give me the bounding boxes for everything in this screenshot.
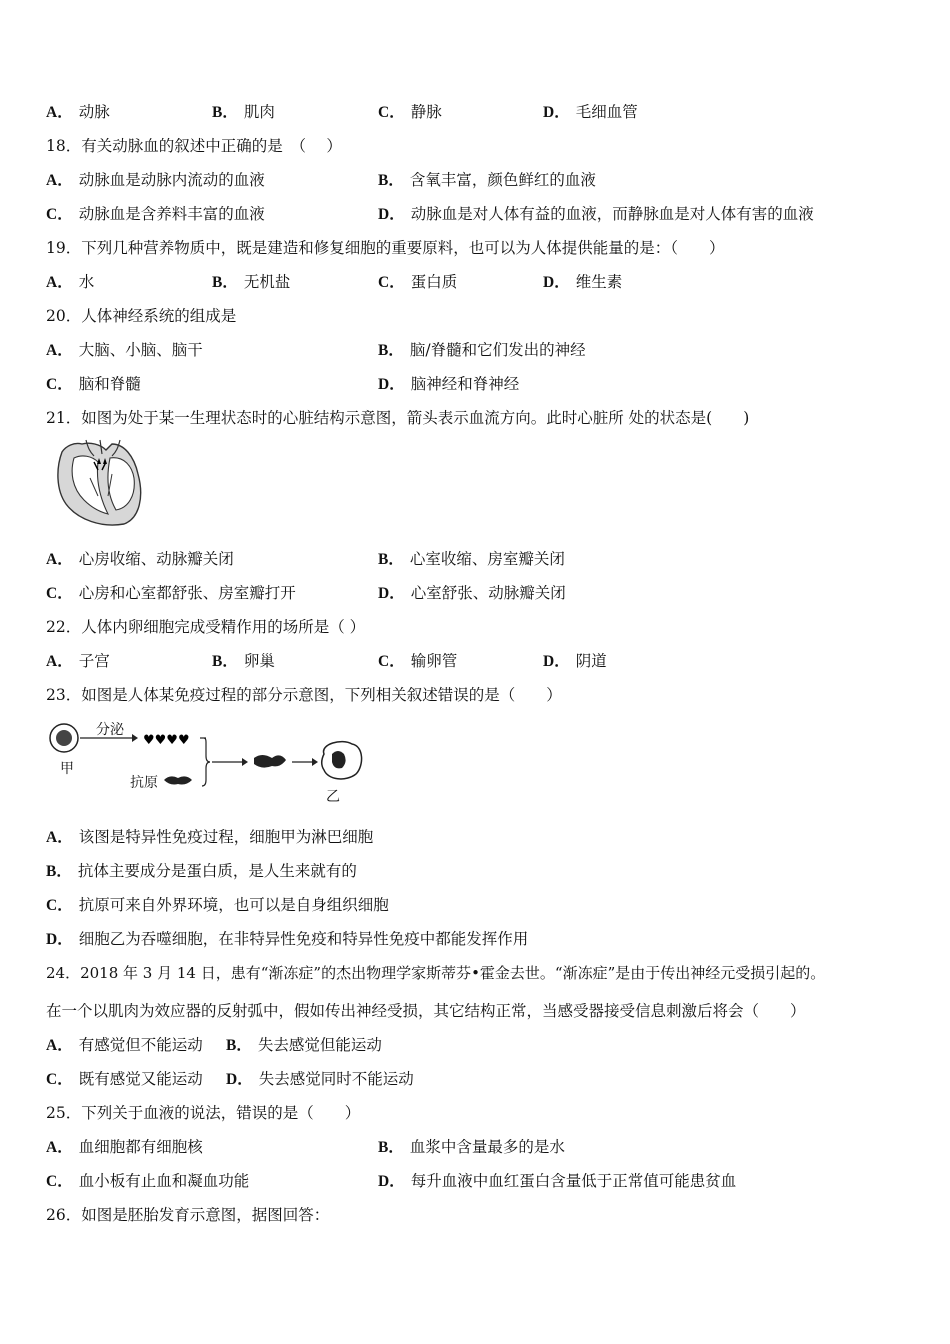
option-b: B． 失去感觉但能运动 [226, 1036, 382, 1054]
immune-process-diagram [46, 716, 366, 808]
question-26-stem: 26．如图是胚胎发育示意图，据图回答： [46, 1206, 330, 1224]
question-19-stem: 19．下列几种营养物质中，既是建造和修复细胞的重要原料，也可以为人体提供能量的是：（ ） [46, 239, 725, 257]
option-a: A． 动脉血是动脉内流动的血液 [46, 171, 265, 189]
option-b: B． 心室收缩、房室瓣关闭 [378, 550, 565, 568]
option-c: C． 抗原可来自外界环境，也可以是自身组织细胞 [46, 896, 389, 914]
option-c: C． 血小板有止血和凝血功能 [46, 1172, 250, 1190]
question-18-stem: 18．有关动脉血的叙述中正确的是 （ ） [46, 137, 342, 155]
heart-diagram [50, 438, 146, 530]
option-d: D． 每升血液中血红蛋白含量低于正常值可能患贫血 [378, 1172, 737, 1190]
option-c: C． 输卵管 [378, 652, 458, 670]
option-a: A． 心房收缩、动脉瓣关闭 [46, 550, 234, 568]
option-d: D． 心室舒张、动脉瓣关闭 [378, 584, 566, 602]
option-a: A． 有感觉但不能运动 [46, 1036, 203, 1054]
option-b: B． 脑/脊髓和它们发出的神经 [378, 341, 586, 359]
question-22-stem: 22．人体内卵细胞完成受精作用的场所是（ ） [46, 618, 366, 636]
option-b: B． 肌肉 [212, 103, 275, 121]
option-c: C． 既有感觉又能运动 [46, 1070, 203, 1088]
option-b: B． 抗体主要成分是蛋白质，是人生来就有的 [46, 862, 357, 880]
question-21-stem: 21．如图为处于某一生理状态时的心脏结构示意图，箭头表示血流方向。此时心脏所 处的状态是( ) [46, 409, 750, 427]
option-a: A． 该图是特异性免疫过程，细胞甲为淋巴细胞 [46, 828, 374, 846]
option-d: D． 失去感觉同时不能运动 [226, 1070, 414, 1088]
label-fenmi: 分泌 [96, 722, 124, 738]
question-24-stem-line2: 在一个以肌肉为效应器的反射弧中，假如传出神经受损，其它结构正常，当感受器接受信息刺激后将会（ ） [46, 1002, 806, 1020]
option-d: D． 动脉血是对人体有益的血液，而静脉血是对人体有害的血液 [378, 205, 814, 223]
option-d: D． 脑神经和脊神经 [378, 375, 520, 393]
question-24-stem-line1: 24．2018 年 3 月 14 日，患有“渐冻症”的杰出物理学家斯蒂芬•霍金去世。“渐冻症”是由于传出神经元受损引起的。 [46, 964, 826, 982]
option-c: C． 静脉 [378, 103, 442, 121]
option-a: A． 动脉 [46, 103, 110, 121]
option-c: C． 动脉血是含养料丰富的血液 [46, 205, 265, 223]
option-d: D． 毛细血管 [543, 103, 638, 121]
option-c: C． 心房和心室都舒张、房室瓣打开 [46, 584, 296, 602]
label-yi: 乙 [326, 789, 340, 805]
svg-text:♥♥♥♥: ♥♥♥♥ [143, 733, 190, 748]
option-a: A． 血细胞都有细胞核 [46, 1138, 203, 1156]
option-b: B． 含氧丰富，颜色鲜红的血液 [378, 171, 596, 189]
option-b: B． 无机盐 [212, 273, 291, 291]
label-kangyuan: 抗原 [130, 775, 158, 791]
option-c: C． 蛋白质 [378, 273, 458, 291]
option-b: B． 卵巢 [212, 652, 275, 670]
option-d: D． 维生素 [543, 273, 623, 291]
option-c: C． 脑和脊髓 [46, 375, 141, 393]
question-23-stem: 23．如图是人体某免疫过程的部分示意图，下列相关叙述错误的是（ ） [46, 686, 562, 704]
question-20-stem: 20．人体神经系统的组成是 [46, 307, 237, 325]
option-d: D． 细胞乙为吞噬细胞，在非特异性免疫和特异性免疫中都能发挥作用 [46, 930, 529, 948]
option-a: A． 子宫 [46, 652, 110, 670]
option-b: B． 血浆中含量最多的是水 [378, 1138, 565, 1156]
option-a: A． 水 [46, 273, 95, 291]
option-d: D． 阴道 [543, 652, 607, 670]
question-25-stem: 25．下列关于血液的说法，错误的是（ ） [46, 1104, 361, 1122]
option-a: A． 大脑、小脑、脑干 [46, 341, 203, 359]
label-jia: 甲 [60, 761, 74, 777]
